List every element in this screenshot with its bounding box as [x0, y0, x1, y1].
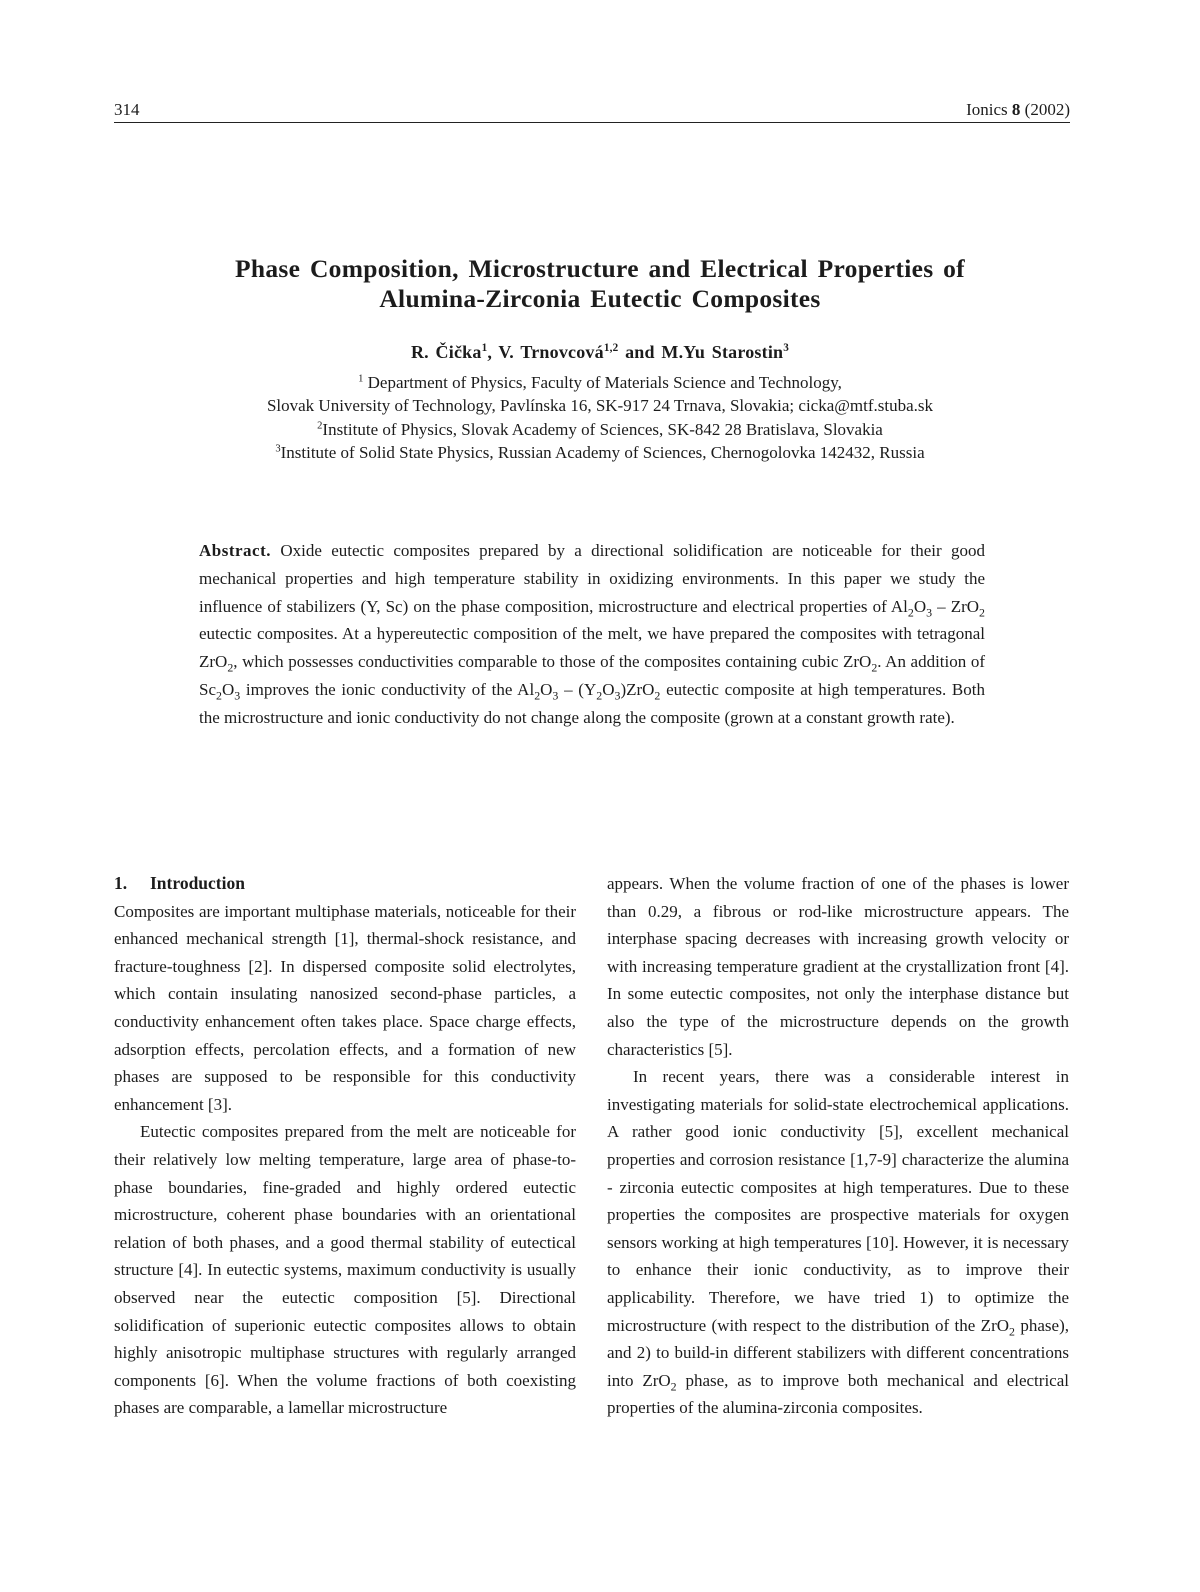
- journal-year: (2002): [1024, 100, 1070, 119]
- affiliation-3-text: Institute of Solid State Physics, Russian Academy of Sciences, Chernogolovka 142432, Russia: [280, 442, 925, 462]
- affiliation-1-text: Department of Physics, Faculty of Materials Science and Technology,: [363, 373, 842, 392]
- paragraph: [607, 1063, 1069, 1422]
- abstract-text: O: [540, 679, 553, 699]
- abstract-text: O: [913, 596, 927, 616]
- affiliation-2-text: Institute of Physics, Slovak Academy of Sciences, SK-842 28 Bratislava, Slovakia: [322, 419, 883, 439]
- paragraph-text: In recent years, there was a considerable interest in investigating materials for solid-state electrochemical applications. A rather good ionic conductivity [5], excellent mechanical properties and corrosion resistance [1,7-9] characterize the alumina - zirconia eutectic composites at high temperatures. Due to these properties the composites are prospective materials for oxygen sensors working at high temperatures [10]. However, it is necessary to enhance their ionic conductivity, as to improve their applicability. Therefore, we have tried 1) to optimize the microstructure (with respect to the distribution of the ZrO: [607, 1067, 1069, 1335]
- author-1: R. Čička: [410, 342, 482, 362]
- section-number: 1.: [114, 873, 128, 893]
- subscript: 2: [654, 688, 661, 703]
- affiliation-1-mark: 1: [358, 373, 364, 385]
- paragraph-continued: appears. When the volume fraction of one of the phases is lower than 0.29, a fibrous or rod-like microstructure appears. The interphase spacing decreases with increasing growth velocity or with increasing temperature gradient at the crystallization front [4]. In some eutectic composites, not only the interphase distance but also the type of the microstructure depends on the growth characteristics [5].: [607, 874, 1069, 1059]
- left-column: [114, 870, 576, 1422]
- section-heading: [114, 870, 576, 898]
- author-3-affiliation-mark: 3: [783, 342, 790, 354]
- abstract-text: O: [221, 679, 235, 699]
- abstract: [199, 537, 985, 732]
- running-header: [114, 100, 1070, 123]
- author-list: [100, 342, 1100, 363]
- subscript: 3: [926, 604, 933, 619]
- section-title: Introduction: [150, 873, 245, 893]
- journal-citation: [966, 100, 1070, 120]
- title-line-1: Phase Composition, Microstructure and Electrical Properties of: [235, 254, 965, 283]
- affiliations: [100, 371, 1100, 464]
- subscript: 3: [614, 688, 621, 703]
- author-2: V. Trnovcová: [498, 342, 604, 362]
- affiliation-2: [100, 418, 1100, 441]
- subscript: 2: [871, 660, 878, 675]
- subscript: 2: [1009, 1323, 1015, 1338]
- author-separator: ,: [487, 342, 499, 362]
- abstract-label: Abstract.: [199, 541, 272, 560]
- author-2-affiliation-mark: 1,2: [603, 342, 619, 354]
- author-1-affiliation-mark: 1: [481, 342, 488, 354]
- title-line-2: Alumina-Zirconia Eutectic Composites: [379, 284, 821, 313]
- affiliation-2-mark: 2: [317, 419, 323, 431]
- subscript: 2: [227, 660, 234, 675]
- right-column: [607, 870, 1069, 1422]
- paragraph-text: phase), and 2) to build-in different stabilizers with different concentrations into ZrO: [607, 1315, 1069, 1390]
- page-number: 314: [114, 100, 140, 119]
- abstract-text: Oxide eutectic composites prepared by a directional solidification are noticeable for their good mechanical properties and high temperature stability in oxidizing environments. In this paper we study the influence of stabilizers (Y, Sc) on the phase composition, microstructure and electrical properties of Al: [199, 541, 985, 616]
- paragraph: Eutectic composites prepared from the melt are noticeable for their relatively low melting temperature, large area of phase-to-phase boundaries, fine-graded and highly ordered eutectic microstructure, coherent phase boundaries with an orientational relation of both phases, and a good thermal stability of eutectical structure [4]. In eutectic systems, maximum conductivity is usually observed near the eutectic composition [5]. Directional solidification of superionic eutectic composites allows to obtain highly anisotropic multiphase structures with regularly arranged components [6]. When the volume fractions of both coexisting phases are comparable, a lamellar microstructure: [114, 1122, 576, 1418]
- subscript: 2: [596, 688, 603, 703]
- subscript: 2: [979, 604, 985, 619]
- abstract-text: – ZrO: [932, 596, 980, 616]
- journal-name: Ionics: [966, 100, 1008, 119]
- abstract-text: eutectic composite at high temperatures. Both the microstructure and ionic conductivity do not change along the composite (grown at a constant growth rate).: [199, 679, 985, 727]
- abstract-text: )ZrO: [620, 679, 655, 699]
- abstract-text: – (Y: [558, 679, 597, 699]
- affiliation-1-line-2: Slovak University of Technology, Pavlínska 16, SK-917 24 Trnava, Slovakia; cicka@mtf.stuba.sk: [266, 396, 934, 416]
- subscript: 2: [907, 604, 914, 619]
- abstract-text: eutectic composites. At a hypereutectic composition of the melt, we have prepared the composites with tetragonal ZrO: [199, 624, 985, 672]
- subscript: 2: [534, 688, 541, 703]
- abstract-text: improves the ionic conductivity of the Al: [240, 679, 535, 699]
- abstract-text: , which possesses conductivities comparable to those of the composites containing cubic ZrO: [233, 652, 872, 672]
- subscript: 3: [234, 688, 241, 703]
- subscript: 2: [670, 1379, 677, 1394]
- affiliation-3: [100, 441, 1100, 464]
- affiliation-1-line-1: [100, 371, 1100, 394]
- abstract-text: . An addition of Sc: [199, 652, 985, 699]
- subscript: 3: [552, 688, 559, 703]
- journal-volume: 8: [1011, 100, 1021, 119]
- author-3: M.Yu Starostin: [661, 342, 784, 362]
- abstract-text: O: [602, 679, 615, 699]
- paper-title: [100, 254, 1100, 314]
- author-separator: and: [618, 342, 662, 362]
- paragraph: Composites are important multiphase materials, noticeable for their enhanced mechanical strength [1], thermal-shock resistance, and fracture-toughness [2]. In dispersed composite solid electrolytes, which contain insulating nanosized second-phase particles, a conductivity enhancement often takes place. Space charge effects, adsorption effects, percolation effects, and a formation of new phases are supposed to be responsible for this conductivity enhancement [3].: [114, 901, 576, 1114]
- affiliation-3-mark: 3: [275, 443, 281, 455]
- paragraph-text: phase, as to improve both mechanical and electrical properties of the alumina-zirconia composites.: [607, 1370, 1069, 1418]
- subscript: 2: [216, 688, 222, 703]
